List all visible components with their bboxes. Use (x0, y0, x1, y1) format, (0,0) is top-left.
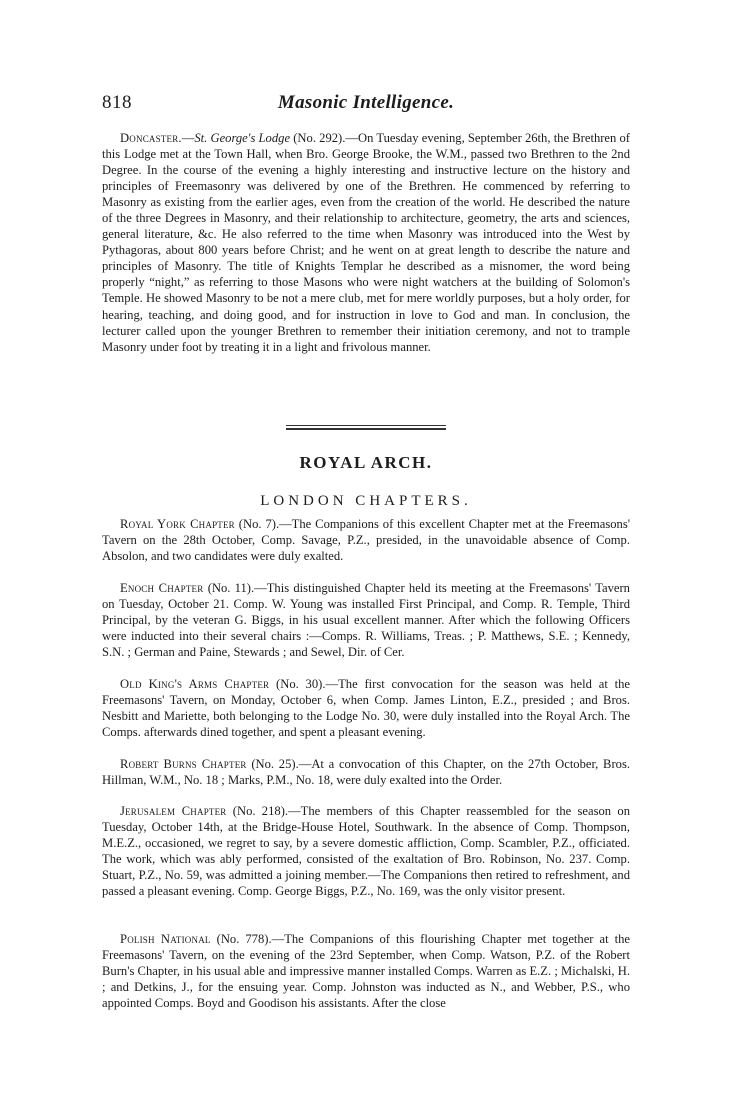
divider-line-top (286, 425, 446, 426)
paragraph-lead: Polish National (120, 932, 211, 946)
paragraph-body: (No. 778).—The Companions of this flourishing Chapter met together at the Freemasons' Tavern, on the evening of the 23rd September, when Comp. Watson, P.Z. of the Robert Burn's Chapter, in his usual able and impressive manner installed Comps. Warren as E.Z. ; Michalski, H. ; and Detkins, J., for the ensuing year. Comp. Johnston was inducted as N., and Webber, P.S., who appointed Comps. Boyd and Goodison his assistants. After the close (102, 932, 630, 1011)
paragraph-lead: Jerusalem Chapter (120, 804, 227, 818)
paragraph-body: (No. 7).—The Companions of this excellent Chapter met at the Freemasons' Tavern on the 28th October, Comp. Savage, P.Z., presided, in the unavoidable absence of Comp. Absolon, and two candidates were duly exalted. (102, 517, 630, 564)
paragraph-lead: Royal York Chapter (120, 517, 235, 531)
paragraph-body: (No. 292).—On Tuesday evening, September 26th, the Brethren of this Lodge met at the Town Hall, when Bro. George Brooke, the W.M., passed two Brethren to the 2nd Degree. In the course of the evening a highly interesting and instructive lecture on the history and principles of Freemasonry was delivered by one of the Brethren. He commenced by referring to Masonry as existing from the earlier ages, even from the creation of the world. He described the nature of the three Degrees in Masonry, and their relationship to architecture, geometry, the arts and sciences, general literature, &c. He also referred to the time when Masonry was introduced into the West by Pythagoras, about 800 years before Christ; and he went on at great length to describe the nature and principles of Masonry. The title of Knights Templar he described as a misnomer, the word being properly “night,” as referring to those Masons who were night watchers at the building of Solomon's Temple. He showed Masonry to be not a mere club, met for mere worldly purposes, but a holy order, for hearing, teaching, and doing good, and for instruction in love to God and man. In conclusion, the lecturer called upon the younger Brethren to remember their initiation ceremony, and not to trample Masonry under foot by treating it in a light and frivolous manner. (102, 131, 630, 354)
paragraph-lead: Enoch Chapter (120, 581, 204, 595)
page-number: 818 (102, 92, 132, 113)
chapter-paragraph-old-kings-arms (102, 676, 630, 740)
paragraph-lead: Doncaster. (120, 131, 182, 145)
running-head (102, 92, 630, 122)
chapter-paragraph-robert-burns (102, 756, 630, 788)
chapter-paragraph-royal-york (102, 516, 630, 564)
chapter-paragraph-polish-national (102, 931, 630, 1011)
paragraph-lead: Old King's Arms Chapter (120, 677, 270, 691)
divider-line-bottom (286, 428, 446, 430)
section-title: ROYAL ARCH. (299, 453, 433, 472)
section-divider (286, 425, 446, 433)
running-title: Masonic Intelligence. (277, 92, 455, 113)
doncaster-paragraph: Doncaster.—St. George's Lodge (No. 292).—On Tuesday evening, September 26th, the Brethren of this Lodge met at the Town Hall, when Bro. George Brooke, the W.M., passed two Brethren to the 2nd Degree. In the course of the evening a highly interesting and instructive lecture on the history and principles of Freemasonry was delivered by one of the Brethren. He commenced by referring to Masonry as existing from the earlier ages, even from the creation of the world. He described the nature of the three Degrees in Masonry, and their relationship to architecture, geometry, the arts and sciences, general literature, &c. He also referred to the time when Masonry was introduced into the West by Pythagoras, about 800 years before Christ; and he went on at great length to describe the nature and principles of Masonry. The title of Knights Templar he described as a misnomer, the word being properly “night,” as referring to those Masons who were night watchers at the building of Solomon's Temple. He showed Masonry to be not a mere club, met for mere worldly purposes, but a holy order, for hearing, teaching, and doing good, and for instruction in love to God and man. In conclusion, the lecturer called upon the younger Brethren to remember their initiation ceremony, and not to trample Masonry under foot by treating it in a light and frivolous manner. (102, 131, 630, 354)
paragraph-lead: Robert Burns Chapter (120, 757, 247, 771)
chapter-paragraph-enoch (102, 580, 630, 660)
paragraph-body: (No. 218).—The members of this Chapter reassembled for the season on Tuesday, October 14th, at the Bridge-House Hotel, Southwark. In the absence of Comp. Thompson, M.E.Z., occasioned, we regret to say, by a severe domestic affliction, Comp. Scambler, P.Z., officiated. The work, which was ably performed, consisted of the exaltation of Bro. Robinson, No. 237. Comp. Stuart, P.Z., No. 59, was admitted a joining member.—The Companions then retired to refreshment, and passed a pleasant evening. Comp. George Biggs, P.Z., No. 169, was the only visitor present. (102, 804, 630, 899)
paragraph-body: (No. 25).—At a convocation of this Chapter, on the 27th October, Bros. Hillman, W.M., No. 18 ; Marks, P.M., No. 18, were duly exalted into the Order. (102, 757, 630, 788)
subsection-title: LONDON CHAPTERS. (260, 493, 472, 509)
paragraph-body: (No. 11).—This distinguished Chapter held its meeting at the Freemasons' Tavern on Tuesday, October 21. Comp. W. Young was installed First Principal, and Comp. R. Temple, Third Principal, by the veteran G. Biggs, in his usual excellent manner. After which the following Officers were inducted into their several chairs :—Comps. R. Williams, Treas. ; P. Matthews, S.E. ; Kennedy, S.N. ; German and Paine, Stewards ; and Sewel, Dir. of Cer. (102, 581, 630, 660)
lodge-name: St. George's Lodge (194, 131, 291, 145)
paragraph-body: (No. 30).—The first convocation for the season was held at the Freemasons' Tavern, on Monday, October 6, when Comp. James Linton, E.Z., presided ; and Bros. Nesbitt and Mariette, both belonging to the Lodge No. 30, were duly installed into the Royal Arch. The Comps. afterwards dined together, and spent a pleasant evening. (102, 677, 630, 740)
chapter-paragraph-jerusalem (102, 803, 630, 899)
